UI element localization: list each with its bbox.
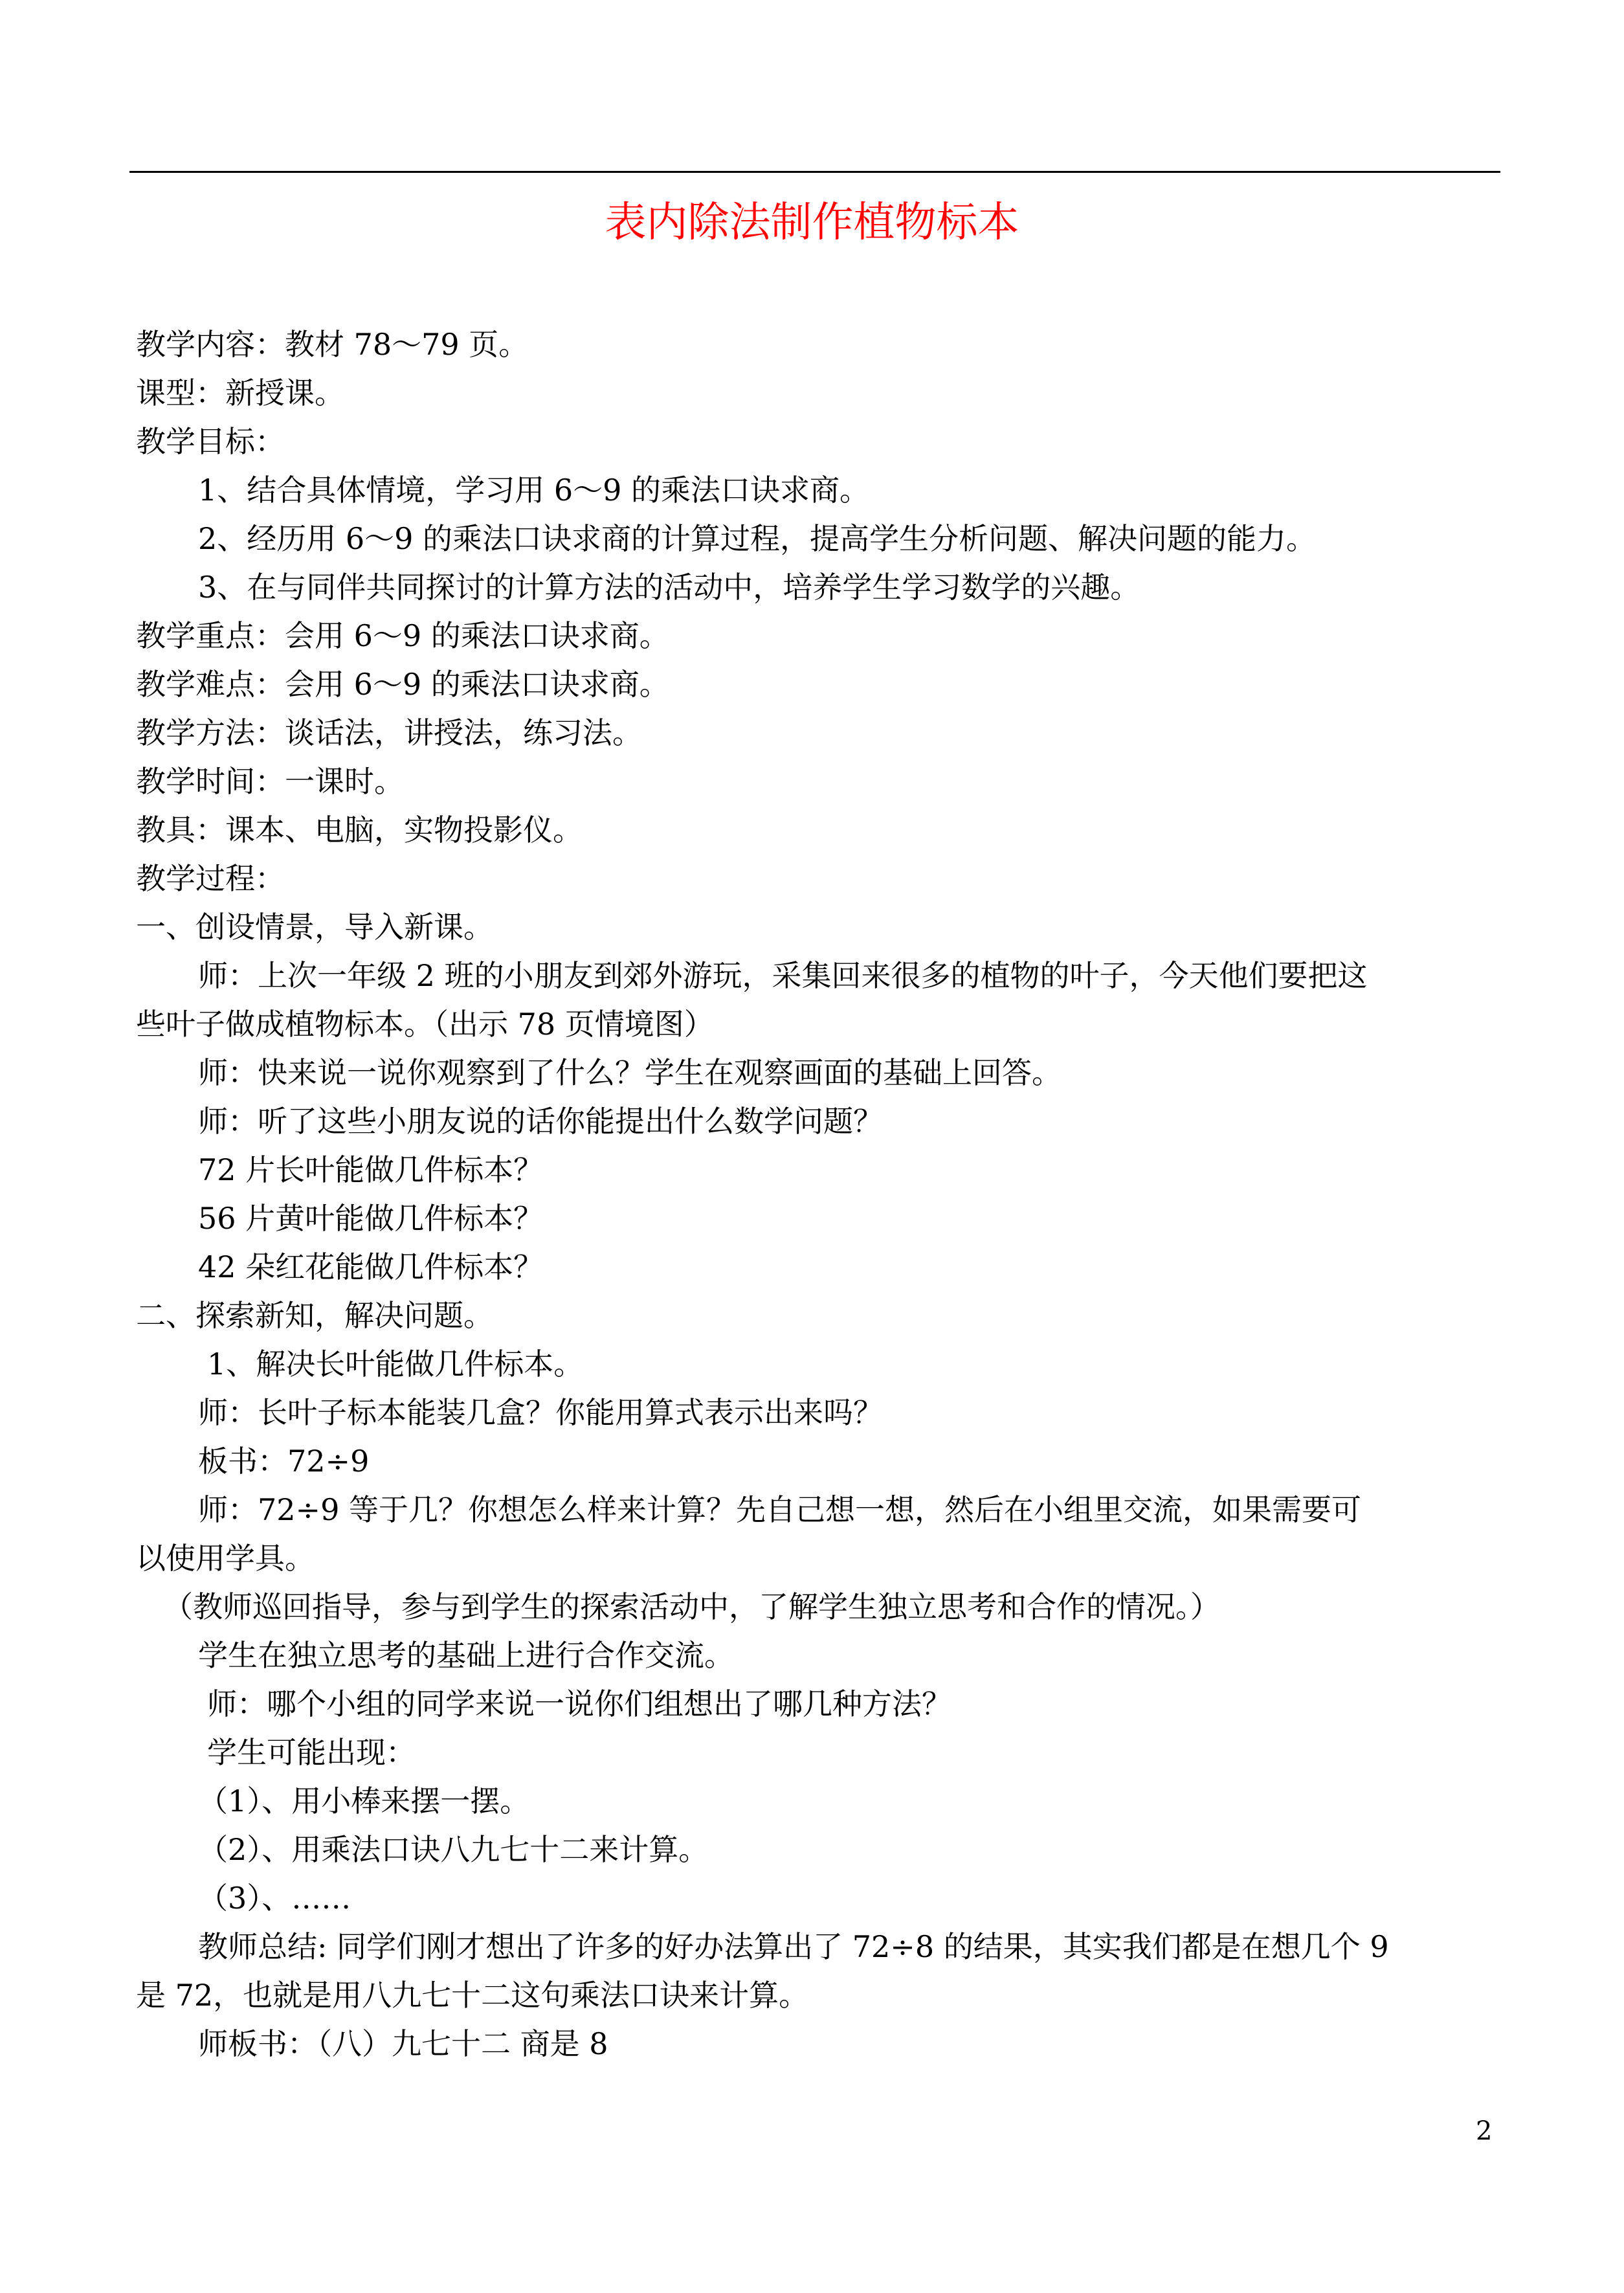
text-line: 1、结合具体情境，学习用 6～9 的乘法口诀求商。 <box>198 473 870 508</box>
text-line: 教学目标： <box>136 424 285 459</box>
page-number: 2 <box>1476 2116 1493 2146</box>
text-line: 一、创设情景，导入新课。 <box>136 910 493 945</box>
text-line: 教具：课本、电脑，实物投影仪。 <box>136 812 583 847</box>
text-line: 师：72÷9 等于几？你想怎么样来计算？先自己想一想，然后在小组里交流，如果需要可 <box>198 1492 1361 1527</box>
text-line: 师：听了这些小朋友说的话你能提出什么数学问题？ <box>198 1104 883 1139</box>
text-line: 是 72，也就是用八九七十二这句乘法口诀来计算。 <box>136 1978 809 2013</box>
text-line: 课型：新授课。 <box>136 375 344 410</box>
text-line: 板书：72÷9 <box>198 1444 370 1479</box>
text-line: （3）、…… <box>198 1881 351 1916</box>
text-line: 师板书：（八）九七十二 商是 8 <box>198 2026 608 2061</box>
text-line: 教学重点：会用 6～9 的乘法口诀求商。 <box>136 618 669 653</box>
text-line: 教学难点：会用 6～9 的乘法口诀求商。 <box>136 667 669 702</box>
text-line: 72 片长叶能做几件标本？ <box>198 1152 544 1187</box>
text-line: （教师巡回指导，参与到学生的探索活动中，了解学生独立思考和合作的情况。） <box>163 1589 1220 1624</box>
text-line: 些叶子做成植物标本。（出示 78 页情境图） <box>136 1007 714 1042</box>
text-line: 师：长叶子标本能装几盒？你能用算式表示出来吗？ <box>198 1395 883 1430</box>
text-line: 教学方法：谈话法，讲授法，练习法。 <box>136 715 642 750</box>
text-line: 教学时间：一课时。 <box>136 764 404 799</box>
text-line: 3、在与同伴共同探讨的计算方法的活动中，培养学生学习数学的兴趣。 <box>198 570 1140 605</box>
text-line: 教学内容：教材 78～79 页。 <box>136 327 529 362</box>
text-line: 师：上次一年级 2 班的小朋友到郊外游玩，采集回来很多的植物的叶子，今天他们要把这 <box>198 958 1368 993</box>
text-line: 56 片黄叶能做几件标本？ <box>198 1201 544 1236</box>
text-line: 1、解决长叶能做几件标本。 <box>207 1347 584 1381</box>
text-line: 二、探索新知，解决问题。 <box>136 1298 493 1333</box>
text-line: （1）、用小棒来摆一摆。 <box>198 1784 530 1818</box>
text-line: 教师总结: 同学们刚才想出了许多的好办法算出了 72÷8 的结果，其实我们都是在想几个 9 <box>198 1929 1389 1964</box>
text-line: 学生可能出现： <box>207 1735 416 1770</box>
text-line: 师：哪个小组的同学来说一说你们组想出了哪几种方法？ <box>207 1686 951 1721</box>
text-line: （2）、用乘法口诀八九七十二来计算。 <box>198 1832 709 1867</box>
text-line: 2、经历用 6～9 的乘法口诀求商的计算过程，提高学生分析问题、解决问题的能力。 <box>198 521 1317 556</box>
text-line: 教学过程： <box>136 861 285 896</box>
text-line: 师：快来说一说你观察到了什么？学生在观察画面的基础上回答。 <box>198 1055 1062 1090</box>
text-line: 42 朵红花能做几件标本？ <box>198 1249 544 1284</box>
text-line: 学生在独立思考的基础上进行合作交流。 <box>198 1638 734 1673</box>
header-rule <box>129 171 1500 173</box>
document-title: 表内除法制作植物标本 <box>605 199 1019 247</box>
text-line: 以使用学具。 <box>136 1541 315 1576</box>
